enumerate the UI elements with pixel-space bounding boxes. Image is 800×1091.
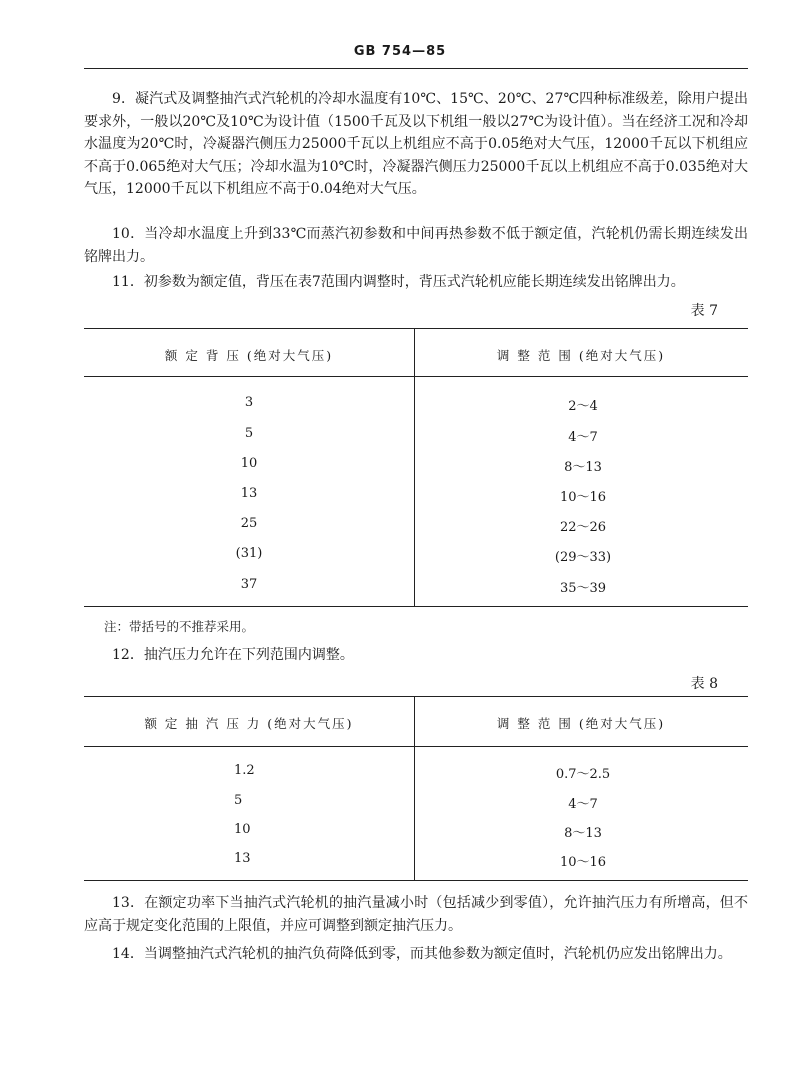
table8-r2-c1: 5	[234, 793, 243, 808]
table7-r3-c2: 8～13	[564, 460, 602, 475]
table7-r7-c1: 37	[240, 577, 258, 592]
table8-r3-c2: 8～13	[564, 826, 602, 841]
table7-top-rule	[84, 328, 748, 329]
table8-col1-header: 额 定 抽 汽 压 力 (绝对大气压)	[144, 716, 354, 731]
table7-r2-c1: 5	[244, 426, 254, 441]
table7-r1-c2: 2～4	[568, 399, 598, 414]
table8-caption: 表 8	[690, 676, 718, 692]
paragraph-9: 9．凝汽式及调整抽汽式汽轮机的冷却水温度有10℃、15℃、20℃、27℃四种标准级差，除用户提出要求外，一般以20℃及10℃为设计值（1500千瓦及以下机组一般以27℃为设计值）。当在经济工况和冷却水温度为20℃时，冷凝器汽侧压力25000千瓦以上机组应不高于0.05绝对大气压，12000千瓦以下机组应不高于0.065绝对大气压；冷却水温为10℃时，冷凝器汽侧压力25000千瓦以上机组应不高于0.035绝对大气压，12000千瓦以下机组应不高于0.04绝对大气压。	[84, 91, 748, 197]
table7-r7-c2: 35～39	[559, 581, 607, 596]
table8-header-rule	[84, 746, 748, 747]
table8-bottom-rule	[84, 880, 748, 881]
table8-r4-c1: 13	[234, 851, 251, 866]
table7-header-rule	[84, 376, 748, 377]
table7-r1-c1: 3	[244, 395, 254, 410]
table7-r3-c1: 10	[240, 456, 258, 471]
paragraph-10: 10．当冷却水温度上升到33℃而蒸汽初参数和中间再热参数不低于额定值，汽轮机仍需长期连续发出铭牌出力。	[84, 226, 748, 265]
table7-r6-c2: (29～33)	[554, 550, 612, 565]
table8-r2-c2: 4～7	[568, 797, 598, 812]
table7-r2-c2: 4～7	[568, 430, 598, 445]
page-header: GB 754—85	[353, 44, 447, 59]
table7-bottom-rule	[84, 606, 748, 607]
table7-column-divider	[414, 328, 415, 606]
table8-r3-c1: 10	[234, 822, 251, 837]
table7-r5-c2: 22～26	[559, 520, 607, 535]
table7-r4-c1: 13	[240, 486, 258, 501]
table8-r1-c1: 1.2	[234, 763, 255, 778]
paragraph-11: 11．初参数为额定值，背压在表7范围内调整时，背压式汽轮机应能长期连续发出铭牌出力。	[112, 274, 685, 290]
table-8	[84, 696, 748, 882]
table7-r5-c1: 25	[240, 516, 258, 531]
table7-r6-c1: (31)	[235, 546, 263, 561]
table7-r4-c2: 10～16	[559, 490, 607, 505]
table8-col2-header: 调 整 范 围 (绝对大气压)	[496, 716, 666, 731]
table7-col2-header: 调 整 范 围 (绝对大气压)	[496, 348, 666, 363]
paragraph-14: 14．当调整抽汽式汽轮机的抽汽负荷降低到零，而其他参数为额定值时，汽轮机仍应发出铭牌出力。	[112, 946, 732, 962]
table8-r1-c2: 0.7～2.5	[555, 767, 611, 782]
table7-col1-header: 额 定 背 压 (绝对大气压)	[164, 348, 334, 363]
table8-top-rule	[84, 696, 748, 697]
table7-caption: 表 7	[690, 303, 718, 319]
paragraph-13: 13．在额定功率下当抽汽式汽轮机的抽汽量减小时（包括减少到零值），允许抽汽压力有所增高，但不应高于规定变化范围的上限值，并应可调整到额定抽汽压力。	[84, 895, 748, 934]
table7-note: 注：带括号的不推荐采用。	[104, 619, 255, 634]
table-7	[84, 328, 748, 608]
header-rule	[84, 68, 748, 69]
paragraph-12: 12．抽汽压力允许在下列范围内调整。	[112, 647, 354, 663]
table8-r4-c2: 10～16	[559, 855, 607, 870]
